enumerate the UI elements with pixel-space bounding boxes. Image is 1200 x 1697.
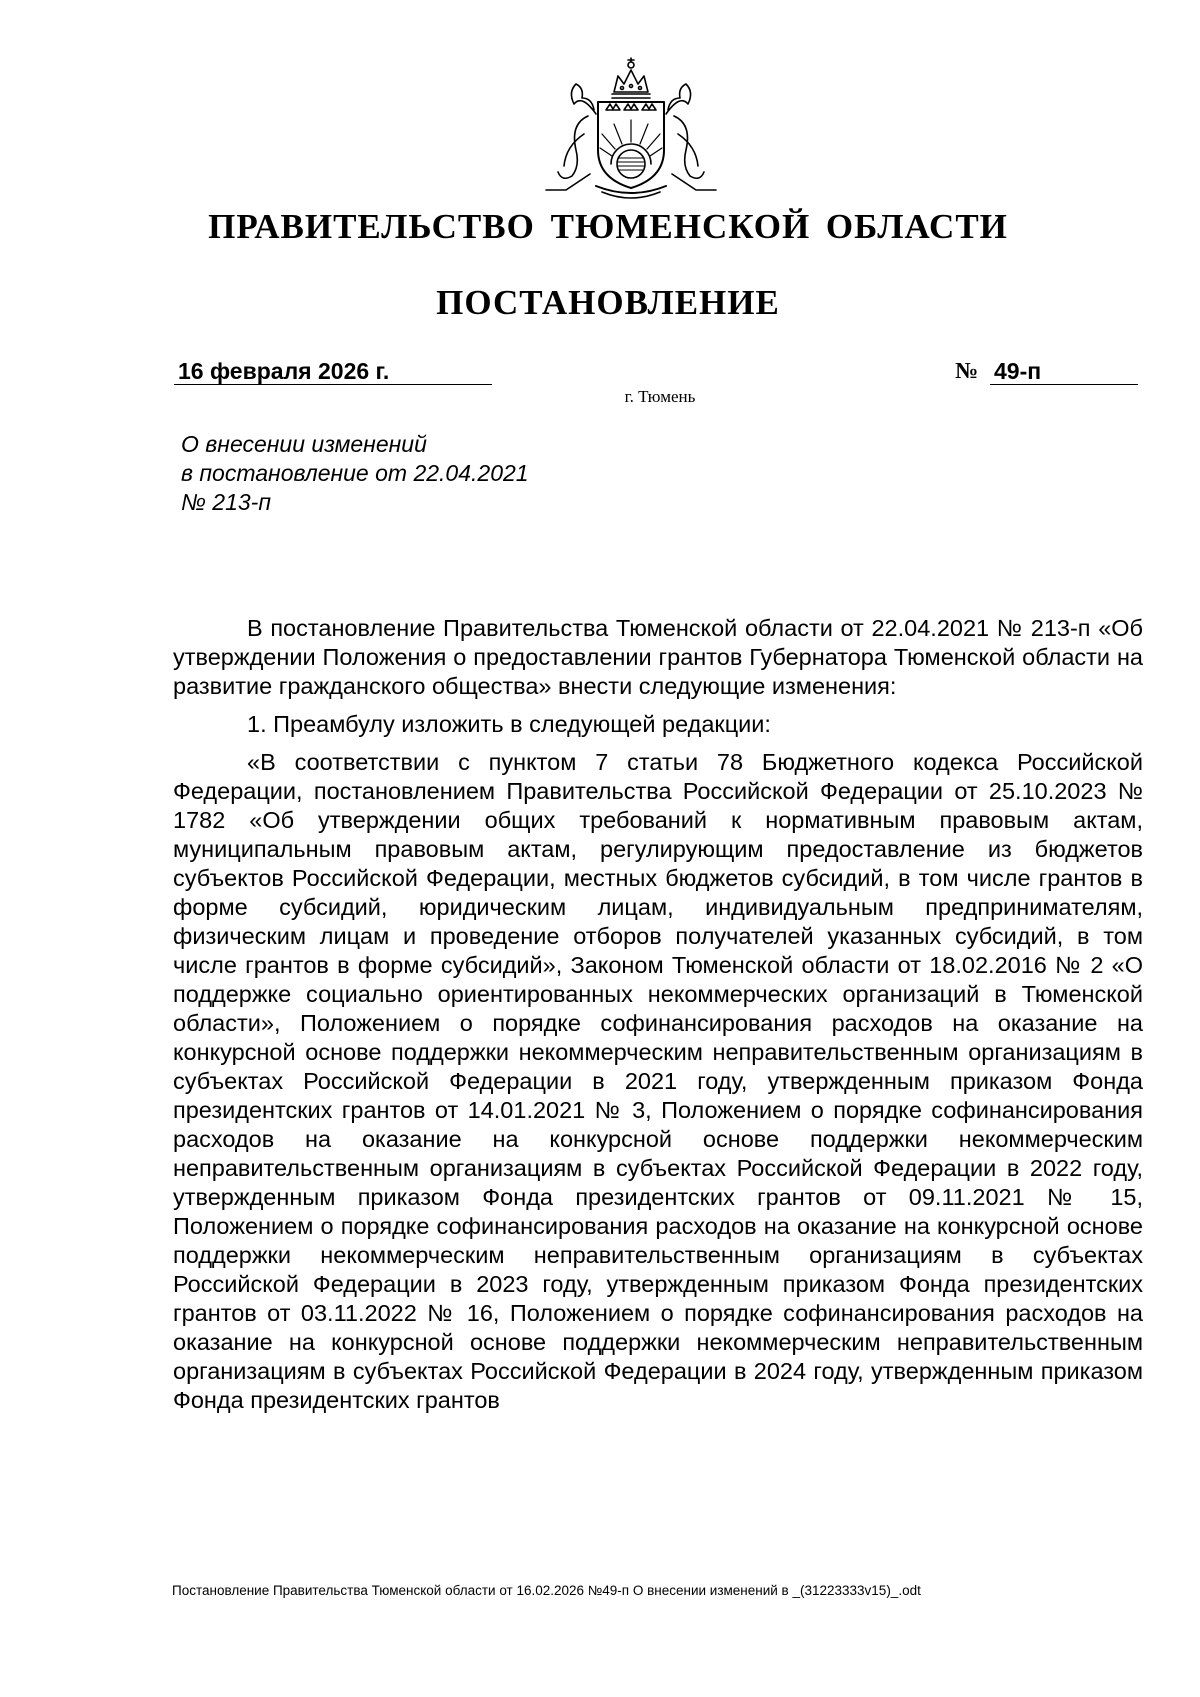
document-city: г. Тюмень [624, 387, 696, 406]
document-body [173, 614, 1143, 1424]
body-intro-paragraph: В постановление Правительства Тюменской области от 22.04.2021 № 213-п «Об утверждении Положения о предоставлении грантов Губернатора Тюменской области на развитие гражданского общества» внести следующие изменения: [173, 615, 1143, 699]
page-footer: Постановление Правительства Тюменской области от 16.02.2026 №49-п О внесении изменений в _(31223333v15)_.odt [172, 1583, 921, 1598]
subject-line: № 213-п [181, 489, 271, 515]
document-number-label: № [955, 358, 979, 383]
body-item-1-paragraph: 1. Преамбулу изложить в следующей редакции: [247, 711, 771, 737]
subject-line: О внесении изменений [181, 431, 427, 457]
organization-title: ПРАВИТЕЛЬСТВО ТЮМЕНСКОЙ ОБЛАСТИ [208, 207, 1008, 246]
document-number: 49-п [990, 357, 1138, 385]
document-type-title: ПОСТАНОВЛЕНИЕ [436, 283, 780, 322]
body-quote-paragraph: «В соответствии с пунктом 7 статьи 78 Бюджетного кодекса Российской Федерации, постановлением Правительства Российской Федерации от 25.10.2023 № 1782 «Об утверждении общих требований к нормативным правовым актам, муниципальным правовым актам, регулирующим предоставление из бюджетов субъектов Российской Федерации, местных бюджетов субсидий, в том числе грантов в форме субсидий, юридическим лицам, индивидуальным предпринимателям, физическим лицам и проведение отборов получателей указанных субсидий, в том числе грантов в форме субсидий», Законом Тюменской области от 18.02.2016 № 2 «О поддержке социально ориентированных некоммерческих организаций в Тюменской области», Положением о порядке софинансирования расходов на оказание на конкурсной основе поддержки некоммерческим неправительственным организациям в субъектах Российской Федерации в 2021 году, утвержденным приказом Фонда президентских грантов от 14.01.2021 № 3, Положением о порядке софинансирования расходов на оказание на конкурсной основе поддержки некоммерческим неправительственным организациям в субъектах Российской Федерации в 2022 году, утвержденным приказом Фонда президентских грантов от 09.11.2021 № 15, Положением о порядке софинансирования расходов на оказание на конкурсной основе поддержки некоммерческим неправительственным организациям в субъектах Российской Федерации в 2023 году, утвержденным приказом Фонда президентских грантов от 03.11.2022 № 16, Положением о порядке софинансирования расходов на оказание на конкурсной основе поддержки некоммерческим неправительственным организациям в субъектах Российской Федерации в 2024 году, утвержденным приказом Фонда президентских грантов [173, 749, 1143, 1413]
document-subject [181, 430, 529, 517]
subject-line: в постановление от 22.04.2021 [181, 460, 529, 486]
document-date: 16 февраля 2026 г. [174, 357, 492, 385]
tyumen-coat-of-arms-icon [526, 54, 736, 204]
